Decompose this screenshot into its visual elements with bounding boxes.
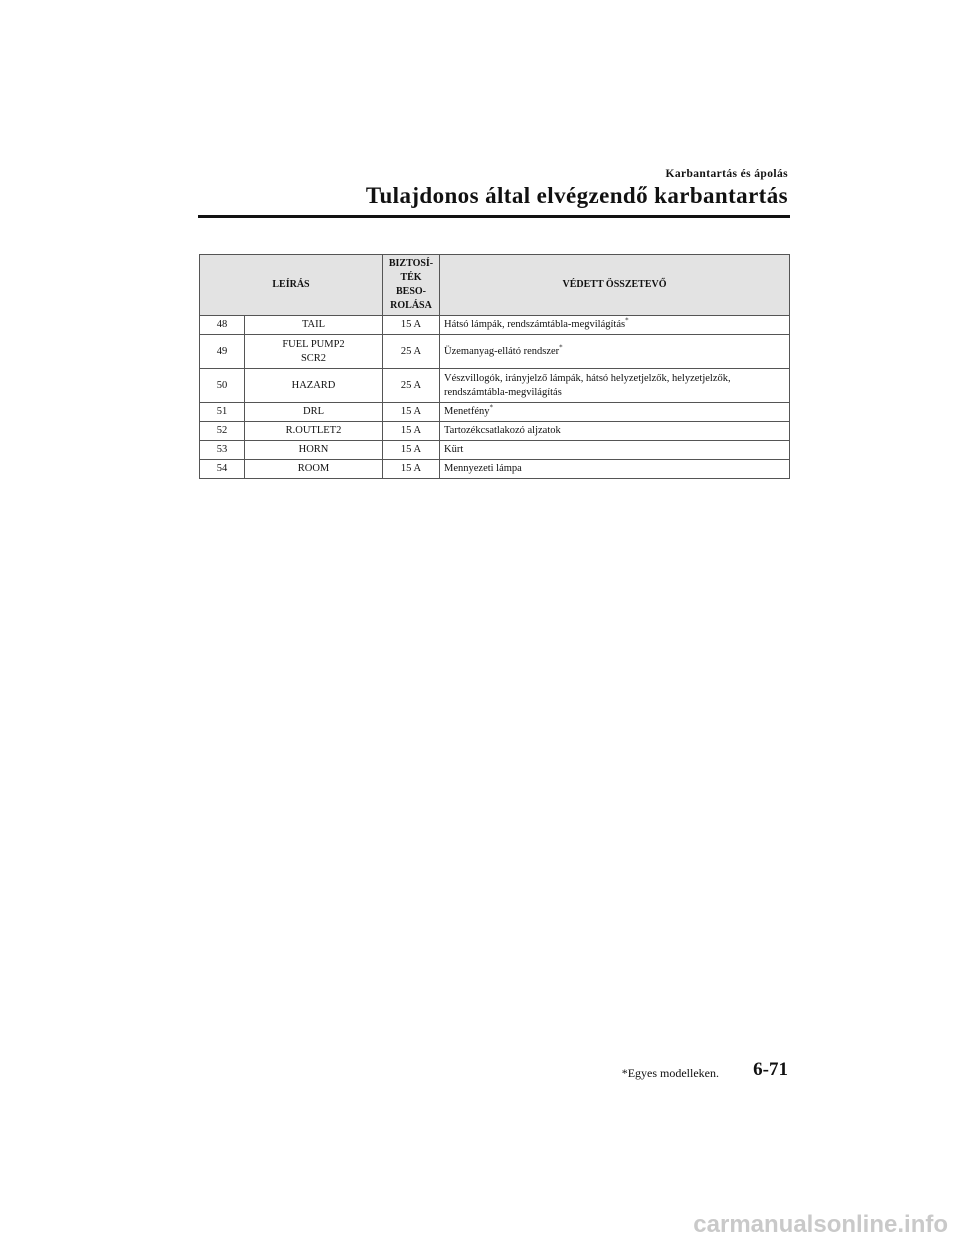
fuse-rating: 25 A — [383, 369, 440, 403]
fuse-name — [245, 316, 383, 335]
table-row — [200, 460, 790, 479]
table-row — [200, 369, 790, 403]
column-header-rating-line1: BIZTOSÍ- — [388, 258, 434, 269]
fuse-name-line: DRL — [303, 406, 324, 417]
protected-component-text: Mennyezeti lámpa — [444, 463, 522, 474]
fuse-number: 49 — [200, 335, 245, 369]
fuse-number: 51 — [200, 403, 245, 422]
optional-equipment-marker: * — [625, 316, 629, 325]
fuse-name-line: ROOM — [297, 463, 330, 474]
column-header-rating-line2: TÉK BESO- — [395, 272, 426, 297]
fuse-name-line: TAIL — [301, 319, 326, 330]
section-subtitle: Karbantartás és ápolás — [665, 168, 788, 180]
protected-component-text: Menetfény — [444, 406, 490, 417]
table-row — [200, 422, 790, 441]
protected-component — [440, 369, 790, 403]
fuse-number: 50 — [200, 369, 245, 403]
fuse-name — [245, 422, 383, 441]
column-header-description: LEÍRÁS — [200, 255, 383, 316]
protected-component — [440, 316, 790, 335]
fuse-rating: 25 A — [383, 335, 440, 369]
fuse-rating: 15 A — [383, 460, 440, 479]
table-row — [200, 335, 790, 369]
fuse-rating: 15 A — [383, 403, 440, 422]
protected-component — [440, 422, 790, 441]
fuse-rating: 15 A — [383, 422, 440, 441]
table-row — [200, 441, 790, 460]
section-title: Tulajdonos által elvégzendő karbantartás — [365, 183, 788, 208]
footnote: *Egyes modelleken. — [621, 1066, 719, 1080]
protected-component-text: Hátsó lámpák, rendszámtábla-megvilágítás — [444, 319, 626, 330]
fuse-table — [199, 254, 790, 479]
table-row — [200, 316, 790, 335]
protected-component-text: Üzemanyag-ellátó rendszer — [444, 345, 560, 357]
fuse-rating: 15 A — [383, 316, 440, 335]
fuse-number: 48 — [200, 316, 245, 335]
fuse-rating: 15 A — [383, 441, 440, 460]
fuse-name-line: HAZARD — [291, 379, 336, 391]
protected-component — [440, 460, 790, 479]
optional-equipment-marker: * — [559, 343, 563, 351]
fuse-name — [245, 335, 383, 369]
fuse-number: 54 — [200, 460, 245, 479]
fuse-number: 53 — [200, 441, 245, 460]
fuse-name — [245, 441, 383, 460]
table-header-row — [200, 255, 790, 316]
protected-component-text: Tartozékcsatlakozó aljzatok — [444, 425, 561, 436]
fuse-name-line: HORN — [298, 444, 329, 455]
fuse-number: 52 — [200, 422, 245, 441]
fuse-name — [245, 403, 383, 422]
protected-component-text: Vészvillogók, irányjelző lámpák, hátsó helyzetjelzők, helyzetjelzők, rendszámtábla-megvilágítás — [444, 372, 731, 398]
table-row — [200, 403, 790, 422]
protected-component-text: Kürt — [444, 444, 464, 455]
fuse-name — [245, 460, 383, 479]
fuse-name-line: FUEL PUMP2 — [282, 338, 345, 350]
fuse-name-line: SCR2 — [300, 352, 327, 364]
column-header-rating — [383, 255, 440, 316]
protected-component — [440, 335, 790, 369]
protected-component — [440, 441, 790, 460]
watermark: carmanualsonline.info — [693, 1211, 948, 1238]
fuse-name-line: R.OUTLET2 — [285, 425, 342, 436]
protected-component — [440, 403, 790, 422]
column-header-rating-line3: ROLÁSA — [390, 300, 432, 311]
table-body — [200, 316, 790, 479]
fuse-name — [245, 369, 383, 403]
optional-equipment-marker: * — [489, 403, 493, 412]
page-number: 6-71 — [753, 1059, 788, 1080]
title-rule — [198, 215, 790, 218]
column-header-protected-component: VÉDETT ÖSSZETEVŐ — [440, 255, 790, 316]
